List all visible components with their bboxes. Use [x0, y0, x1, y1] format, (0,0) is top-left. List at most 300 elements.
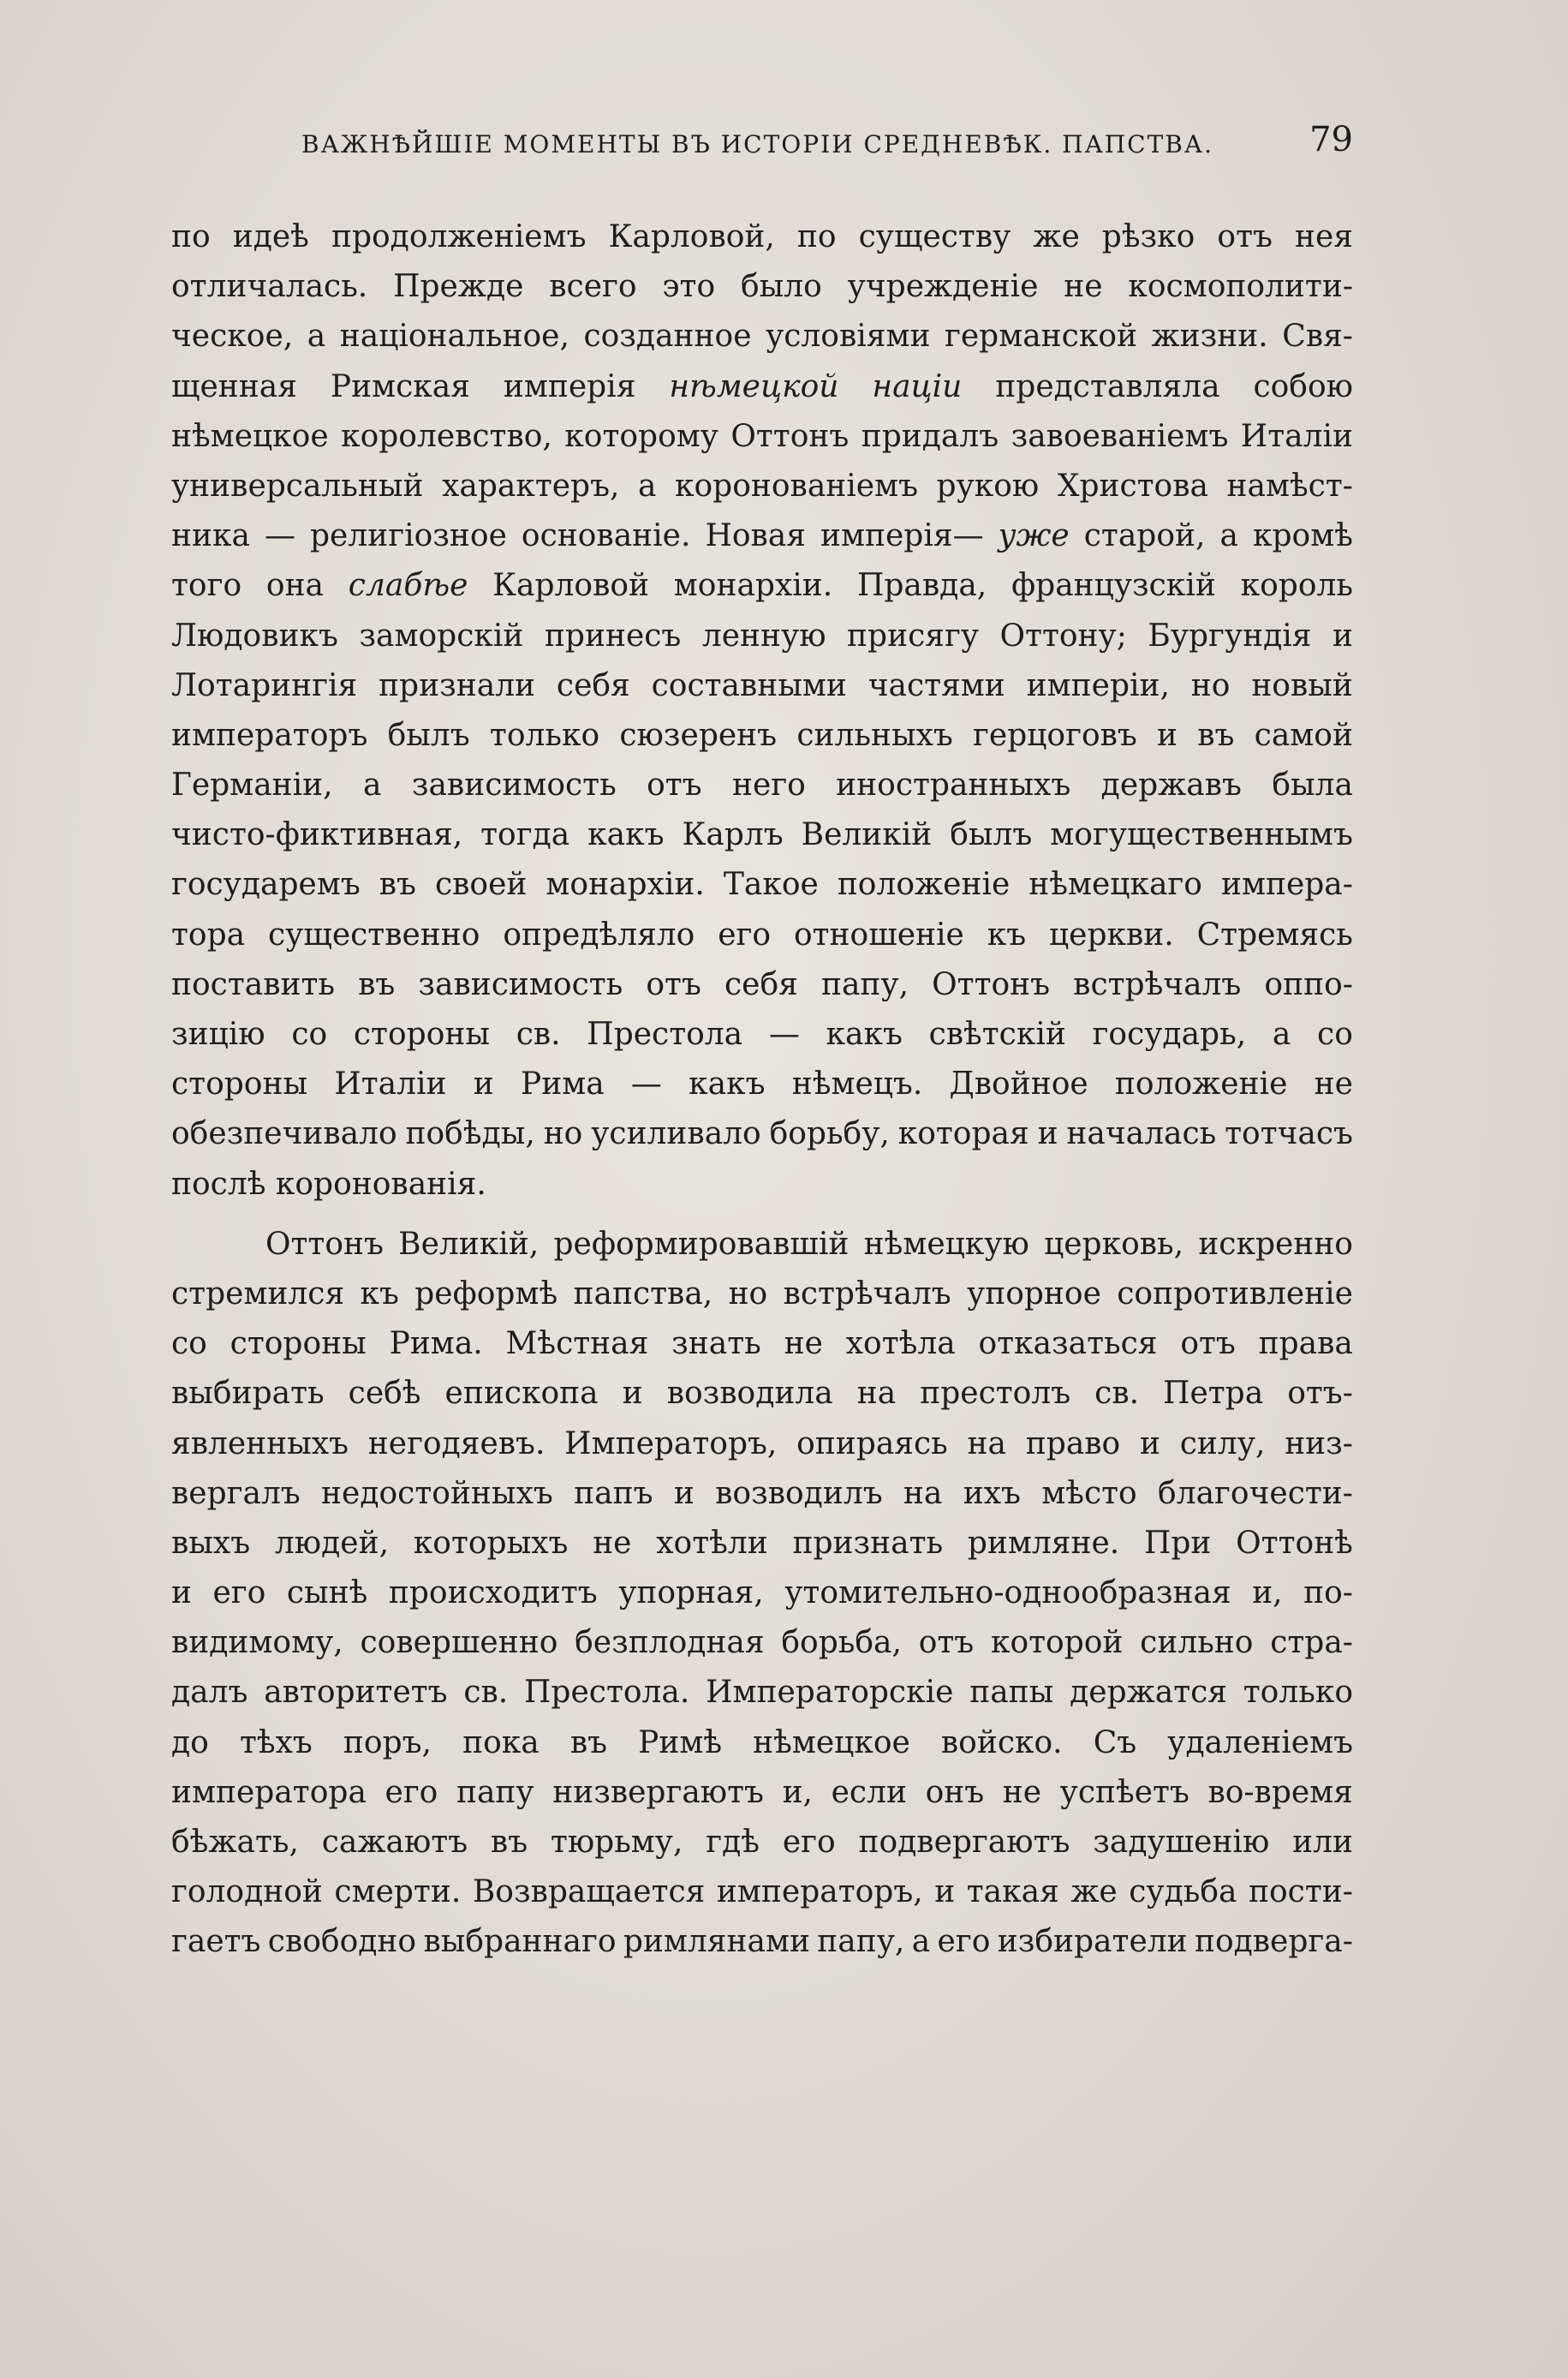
- word: но: [728, 1276, 768, 1311]
- word: ческое,: [171, 319, 294, 355]
- word: Карловой: [492, 568, 650, 604]
- word: Великій: [801, 817, 933, 853]
- word: нѣмецъ.: [791, 1067, 923, 1102]
- word: Лотарингія: [171, 667, 358, 703]
- word: и,: [1252, 1575, 1283, 1611]
- word: только: [1243, 1675, 1353, 1711]
- word: встрѣчалъ: [783, 1276, 951, 1311]
- word: въ: [358, 966, 396, 1002]
- word: на: [856, 1376, 897, 1412]
- word: сопротивленіе: [1117, 1276, 1353, 1311]
- word: престолъ: [920, 1376, 1071, 1412]
- word: Прежде: [393, 269, 524, 305]
- word: сильно: [1140, 1625, 1254, 1661]
- word: усиливало: [591, 1116, 761, 1152]
- word: стремился: [171, 1276, 345, 1311]
- word: былъ: [950, 817, 1033, 853]
- word: папу,: [817, 1924, 905, 1960]
- word: и: [1157, 717, 1178, 753]
- word: отъ: [1217, 219, 1273, 254]
- word: римлянами: [623, 1924, 810, 1960]
- word: Престола: [587, 1017, 743, 1052]
- text-line: [171, 1668, 1353, 1718]
- word: чисто-фиктивная,: [171, 817, 463, 853]
- word: видимому,: [171, 1625, 343, 1661]
- word: Мѣстная: [505, 1326, 649, 1362]
- word: рукою: [936, 468, 1040, 504]
- emphasis-word: слабѣе: [348, 568, 468, 604]
- word: которыхъ: [413, 1525, 569, 1561]
- word: встрѣчалъ: [1073, 966, 1242, 1002]
- word: религіозное: [310, 518, 507, 554]
- text-line: [171, 262, 1353, 312]
- word: тора: [171, 917, 246, 953]
- text-line: [171, 1010, 1353, 1060]
- word: основаніе.: [521, 518, 691, 554]
- word: Оттонъ: [932, 966, 1051, 1002]
- word: При: [1143, 1525, 1212, 1561]
- word: по: [171, 219, 211, 254]
- word: со: [171, 1326, 207, 1362]
- word: Карловой,: [608, 219, 775, 254]
- word: себя: [556, 667, 630, 703]
- word: императоръ,: [716, 1874, 923, 1910]
- word: ленную: [701, 618, 826, 654]
- word: стороны: [230, 1326, 367, 1362]
- text-line: [171, 761, 1353, 810]
- text-line: [171, 462, 1353, 511]
- word: признали: [379, 667, 536, 703]
- word: —: [264, 518, 295, 554]
- word: же: [1033, 219, 1080, 254]
- running-title: ВАЖНѢЙШІЕ МОМЕНТЫ ВЪ ИСТОРІИ СРЕДНЕВѢК. ПАПСТВА.: [301, 130, 1213, 158]
- word: или: [1292, 1825, 1353, 1860]
- page-number: 79: [1309, 120, 1353, 159]
- word: его: [782, 1825, 836, 1860]
- word: благочести-: [1158, 1475, 1353, 1511]
- word: отъ: [646, 966, 701, 1002]
- word: папы: [969, 1675, 1054, 1711]
- word: иностранныхъ: [836, 768, 1071, 804]
- word: она: [265, 568, 325, 604]
- text-line: [171, 412, 1353, 462]
- word: идеѣ: [232, 219, 309, 254]
- word: негодяевъ.: [367, 1425, 546, 1461]
- word: св.: [463, 1675, 509, 1711]
- word: Римская: [330, 368, 470, 404]
- word: сюзеренъ: [619, 717, 778, 753]
- word: гаетъ: [171, 1924, 261, 1960]
- word: Правда,: [856, 568, 987, 604]
- word: придалъ: [861, 418, 999, 454]
- word: это: [662, 269, 716, 305]
- word: опредѣляло: [503, 917, 695, 953]
- text-line: [171, 511, 1353, 561]
- word: государь,: [1092, 1017, 1247, 1052]
- word: признать: [792, 1525, 944, 1561]
- word: была: [1272, 768, 1353, 804]
- word: Стремясь: [1196, 917, 1353, 953]
- word: борьбу,: [769, 1116, 890, 1152]
- text-line: [171, 810, 1353, 860]
- word: королевство,: [341, 418, 552, 454]
- word: національное,: [339, 319, 569, 355]
- word: утомительно-однообразная: [784, 1575, 1231, 1611]
- word: возводила: [666, 1376, 833, 1412]
- word: безплодная: [575, 1625, 765, 1661]
- text-line: [171, 1568, 1353, 1618]
- word: отъ: [647, 768, 702, 804]
- word: низвергаютъ: [552, 1774, 764, 1810]
- word: Рима: [520, 1067, 605, 1102]
- word: собою: [1253, 368, 1353, 404]
- word: св.: [1094, 1376, 1140, 1412]
- word: Карлъ: [682, 817, 784, 853]
- word: тѣхъ: [239, 1724, 313, 1760]
- word: какъ: [689, 1067, 766, 1102]
- word: коронованія.: [275, 1166, 486, 1202]
- word: отказаться: [978, 1326, 1158, 1362]
- word: и: [934, 1874, 956, 1910]
- word: подверга-: [1194, 1924, 1353, 1960]
- word: не: [784, 1326, 823, 1362]
- word: избиратели: [997, 1924, 1188, 1960]
- word: Свя-: [1282, 319, 1353, 355]
- word: его: [937, 1924, 991, 1960]
- word: къ: [987, 917, 1027, 953]
- text-line: [171, 1220, 1353, 1270]
- word: —: [630, 1067, 662, 1102]
- word: положеніе: [1114, 1067, 1288, 1102]
- word: вергалъ: [171, 1475, 301, 1511]
- word: совершенно: [360, 1625, 558, 1661]
- word: Новая: [705, 518, 806, 554]
- text-line: [171, 1369, 1353, 1419]
- word: выхъ: [171, 1525, 251, 1561]
- word: къ: [360, 1276, 399, 1311]
- word: а: [1219, 518, 1238, 554]
- word: продолженіемъ: [331, 219, 587, 254]
- word: побѣды,: [405, 1116, 535, 1152]
- text-line: [171, 1160, 1353, 1210]
- word: его: [718, 917, 772, 953]
- word: бѣжать,: [171, 1825, 299, 1860]
- word: церковь,: [1044, 1226, 1184, 1262]
- word: право: [1025, 1425, 1121, 1461]
- emphasis-word: націи: [872, 368, 963, 404]
- word: отъ: [918, 1625, 975, 1661]
- text-line: [171, 1718, 1353, 1768]
- word: сажаютъ: [321, 1825, 468, 1860]
- word: происходитъ: [388, 1575, 598, 1611]
- word: папства,: [573, 1276, 713, 1311]
- word: упорная,: [618, 1575, 764, 1611]
- word: со: [291, 1017, 328, 1052]
- word: самой: [1254, 717, 1353, 753]
- text-line: [171, 561, 1353, 611]
- word: отличалась.: [171, 269, 368, 305]
- text-line: [171, 1109, 1353, 1159]
- word: недостойныхъ: [321, 1475, 553, 1511]
- word: отношеніе: [793, 917, 964, 953]
- word: Великій,: [398, 1226, 540, 1262]
- word: того: [171, 568, 242, 604]
- word: Съ: [1093, 1724, 1137, 1760]
- word: онъ: [925, 1774, 985, 1810]
- word: папу,: [820, 966, 909, 1002]
- word: ника: [171, 518, 250, 554]
- word: свободно: [267, 1924, 417, 1960]
- word: императора: [171, 1774, 367, 1810]
- word: импера-: [1220, 867, 1353, 903]
- word: было: [740, 269, 822, 305]
- word: принесъ: [544, 618, 682, 654]
- word: существу: [858, 219, 1011, 254]
- word: св.: [516, 1017, 561, 1052]
- text-line: [171, 362, 1353, 412]
- word: смерти.: [334, 1874, 462, 1910]
- word: низ-: [1285, 1425, 1353, 1461]
- word: его: [385, 1774, 438, 1810]
- word: и: [1037, 1116, 1058, 1152]
- word: рѣзко: [1101, 219, 1195, 254]
- word: пока: [462, 1724, 540, 1760]
- word: опираясь: [796, 1425, 948, 1461]
- body-text: [171, 212, 1353, 1968]
- word: могущественнымъ: [1050, 817, 1353, 853]
- word: какъ: [826, 1017, 903, 1052]
- word: французскій: [1011, 568, 1216, 604]
- word: но: [543, 1116, 583, 1152]
- word: Германіи,: [171, 768, 333, 804]
- word: существенно: [268, 917, 480, 953]
- word: авторитетъ: [264, 1675, 448, 1711]
- word: универсальный: [171, 468, 424, 504]
- word: а: [307, 319, 326, 355]
- word: права: [1258, 1326, 1353, 1362]
- word: въ: [379, 867, 416, 903]
- word: папу: [456, 1774, 534, 1810]
- word: въ: [569, 1724, 607, 1760]
- text-line: [171, 612, 1353, 661]
- word: же: [1070, 1874, 1118, 1910]
- word: зависимость: [418, 966, 623, 1002]
- word: положеніе: [837, 867, 1011, 903]
- word: тотчасъ: [1225, 1116, 1353, 1152]
- word: частями: [867, 667, 1005, 703]
- word: и: [473, 1067, 494, 1102]
- word: завоеваніемъ: [1011, 418, 1229, 454]
- word: не: [1064, 269, 1103, 305]
- word: нѣмецкую: [863, 1226, 1029, 1262]
- word: началась: [1066, 1116, 1217, 1152]
- word: государемъ: [171, 867, 361, 903]
- word: а: [637, 468, 657, 504]
- word: и: [171, 1575, 192, 1611]
- word: зицію: [171, 1017, 265, 1052]
- word: борьба,: [781, 1625, 902, 1661]
- word: которая: [897, 1116, 1029, 1152]
- word: упорное: [967, 1276, 1101, 1311]
- word: въ: [490, 1825, 528, 1860]
- text-line: [171, 1270, 1353, 1319]
- word: до: [171, 1724, 209, 1760]
- word: герцоговъ: [973, 717, 1137, 753]
- word: такая: [966, 1874, 1059, 1910]
- word: отъ-: [1287, 1376, 1353, 1412]
- emphasis-word: нѣмецкой: [669, 368, 839, 404]
- word: людей,: [274, 1525, 390, 1561]
- word: нѣмецкое: [171, 418, 329, 454]
- word: далъ: [171, 1675, 248, 1711]
- word: хотѣла: [845, 1326, 956, 1362]
- word: всего: [549, 269, 637, 305]
- word: Петра: [1163, 1376, 1264, 1412]
- text-line: [171, 1768, 1353, 1818]
- word: но: [1190, 667, 1231, 703]
- word: а: [362, 768, 382, 804]
- word: него: [731, 768, 806, 804]
- word: —: [768, 1017, 800, 1052]
- word: своей: [434, 867, 528, 903]
- word: подвергаютъ: [858, 1825, 1070, 1860]
- word: послѣ: [171, 1166, 266, 1202]
- word: задушенію: [1093, 1825, 1270, 1860]
- text-line: [171, 1818, 1353, 1867]
- word: Италіи: [334, 1067, 447, 1102]
- word: король: [1240, 568, 1353, 604]
- text-line: [171, 212, 1353, 262]
- word: характеръ,: [442, 468, 620, 504]
- word: державъ: [1100, 768, 1242, 804]
- word: имперія: [503, 368, 636, 404]
- word: Двойное: [949, 1067, 1088, 1102]
- word: и: [622, 1376, 643, 1412]
- word: только: [489, 717, 600, 753]
- word: пости-: [1249, 1874, 1353, 1910]
- word: Такое: [723, 867, 819, 903]
- word: Возвращается: [472, 1874, 706, 1910]
- word: имперія—: [820, 518, 984, 554]
- word: Престола.: [524, 1675, 690, 1711]
- text-line: [171, 911, 1353, 960]
- word: условіями: [766, 319, 931, 355]
- word: знать: [671, 1326, 761, 1362]
- word: Италіи: [1240, 418, 1353, 454]
- word: себя: [724, 966, 798, 1002]
- word: тюрьму,: [550, 1825, 683, 1860]
- word: а: [1272, 1017, 1291, 1052]
- text-line: [171, 1419, 1353, 1469]
- word: на: [903, 1475, 943, 1511]
- text-line: [171, 661, 1353, 711]
- word: и: [1140, 1425, 1160, 1461]
- text-line: [171, 1917, 1353, 1967]
- word: кромѣ: [1252, 518, 1353, 554]
- word: жизни.: [1151, 319, 1268, 355]
- word: космополити-: [1128, 269, 1353, 305]
- word: Императорскіе: [706, 1675, 954, 1711]
- word: имперіи,: [1026, 667, 1170, 703]
- word: во-время: [1207, 1774, 1353, 1810]
- word: стра-: [1270, 1625, 1353, 1661]
- word: нѣмецкое: [753, 1724, 910, 1760]
- word: держатся: [1070, 1675, 1227, 1711]
- word: старой,: [1083, 518, 1206, 554]
- text-line: [171, 312, 1353, 361]
- word: Римѣ: [638, 1724, 723, 1760]
- word: заморскій: [359, 618, 524, 654]
- word: намѣст-: [1226, 468, 1353, 504]
- word: его: [212, 1575, 266, 1611]
- word: монархіи.: [546, 867, 705, 903]
- word: выбирать: [171, 1376, 325, 1412]
- word: въ: [1197, 717, 1235, 753]
- word: а: [911, 1924, 931, 1960]
- word: былъ: [387, 717, 470, 753]
- word: Бургундія: [1148, 618, 1312, 654]
- word: щенная: [171, 368, 297, 404]
- word: ихъ: [963, 1475, 1021, 1511]
- text-line: [171, 1319, 1353, 1369]
- word: судьба: [1129, 1874, 1237, 1910]
- word: которому: [564, 418, 718, 454]
- word: не: [1314, 1067, 1353, 1102]
- word: римляне.: [967, 1525, 1120, 1561]
- word: сынѣ: [286, 1575, 368, 1611]
- text-line: [171, 860, 1353, 910]
- word: и: [1332, 618, 1353, 654]
- word: стороны: [353, 1017, 491, 1052]
- word: искренно: [1198, 1226, 1353, 1262]
- word: голодной: [171, 1874, 323, 1910]
- word: удаленіемъ: [1167, 1724, 1353, 1760]
- word: мѣсто: [1041, 1475, 1137, 1511]
- word: составными: [651, 667, 847, 703]
- word: явленныхъ: [171, 1425, 349, 1461]
- word: поставить: [171, 966, 335, 1002]
- word: Императоръ,: [564, 1425, 778, 1461]
- word: присягу: [847, 618, 979, 654]
- word: епископа: [444, 1376, 599, 1412]
- text-line: [171, 1060, 1353, 1109]
- word: если: [831, 1774, 907, 1810]
- word: по: [796, 219, 837, 254]
- word: свѣтскій: [928, 1017, 1066, 1052]
- word: не: [1002, 1774, 1042, 1810]
- word: нея: [1294, 219, 1353, 254]
- word: какъ: [587, 817, 665, 853]
- word: сильныхъ: [796, 717, 953, 753]
- word: императоръ: [171, 717, 368, 753]
- word: коронованіемъ: [674, 468, 918, 504]
- word: себѣ: [348, 1376, 421, 1412]
- word: представляла: [995, 368, 1220, 404]
- word: стороны: [171, 1067, 308, 1102]
- word: тогда: [480, 817, 570, 853]
- emphasis-word: уже: [998, 518, 1070, 554]
- word: Оттонъ: [730, 418, 850, 454]
- word: хотѣли: [656, 1525, 768, 1561]
- word: Оттону;: [999, 618, 1127, 654]
- word: и: [673, 1475, 695, 1511]
- word: реформѣ: [414, 1276, 558, 1311]
- word: Рима.: [389, 1326, 483, 1362]
- word: учрежденіе: [847, 269, 1039, 305]
- word: возводилъ: [715, 1475, 883, 1511]
- word: поръ,: [343, 1724, 432, 1760]
- text-line: [171, 711, 1353, 761]
